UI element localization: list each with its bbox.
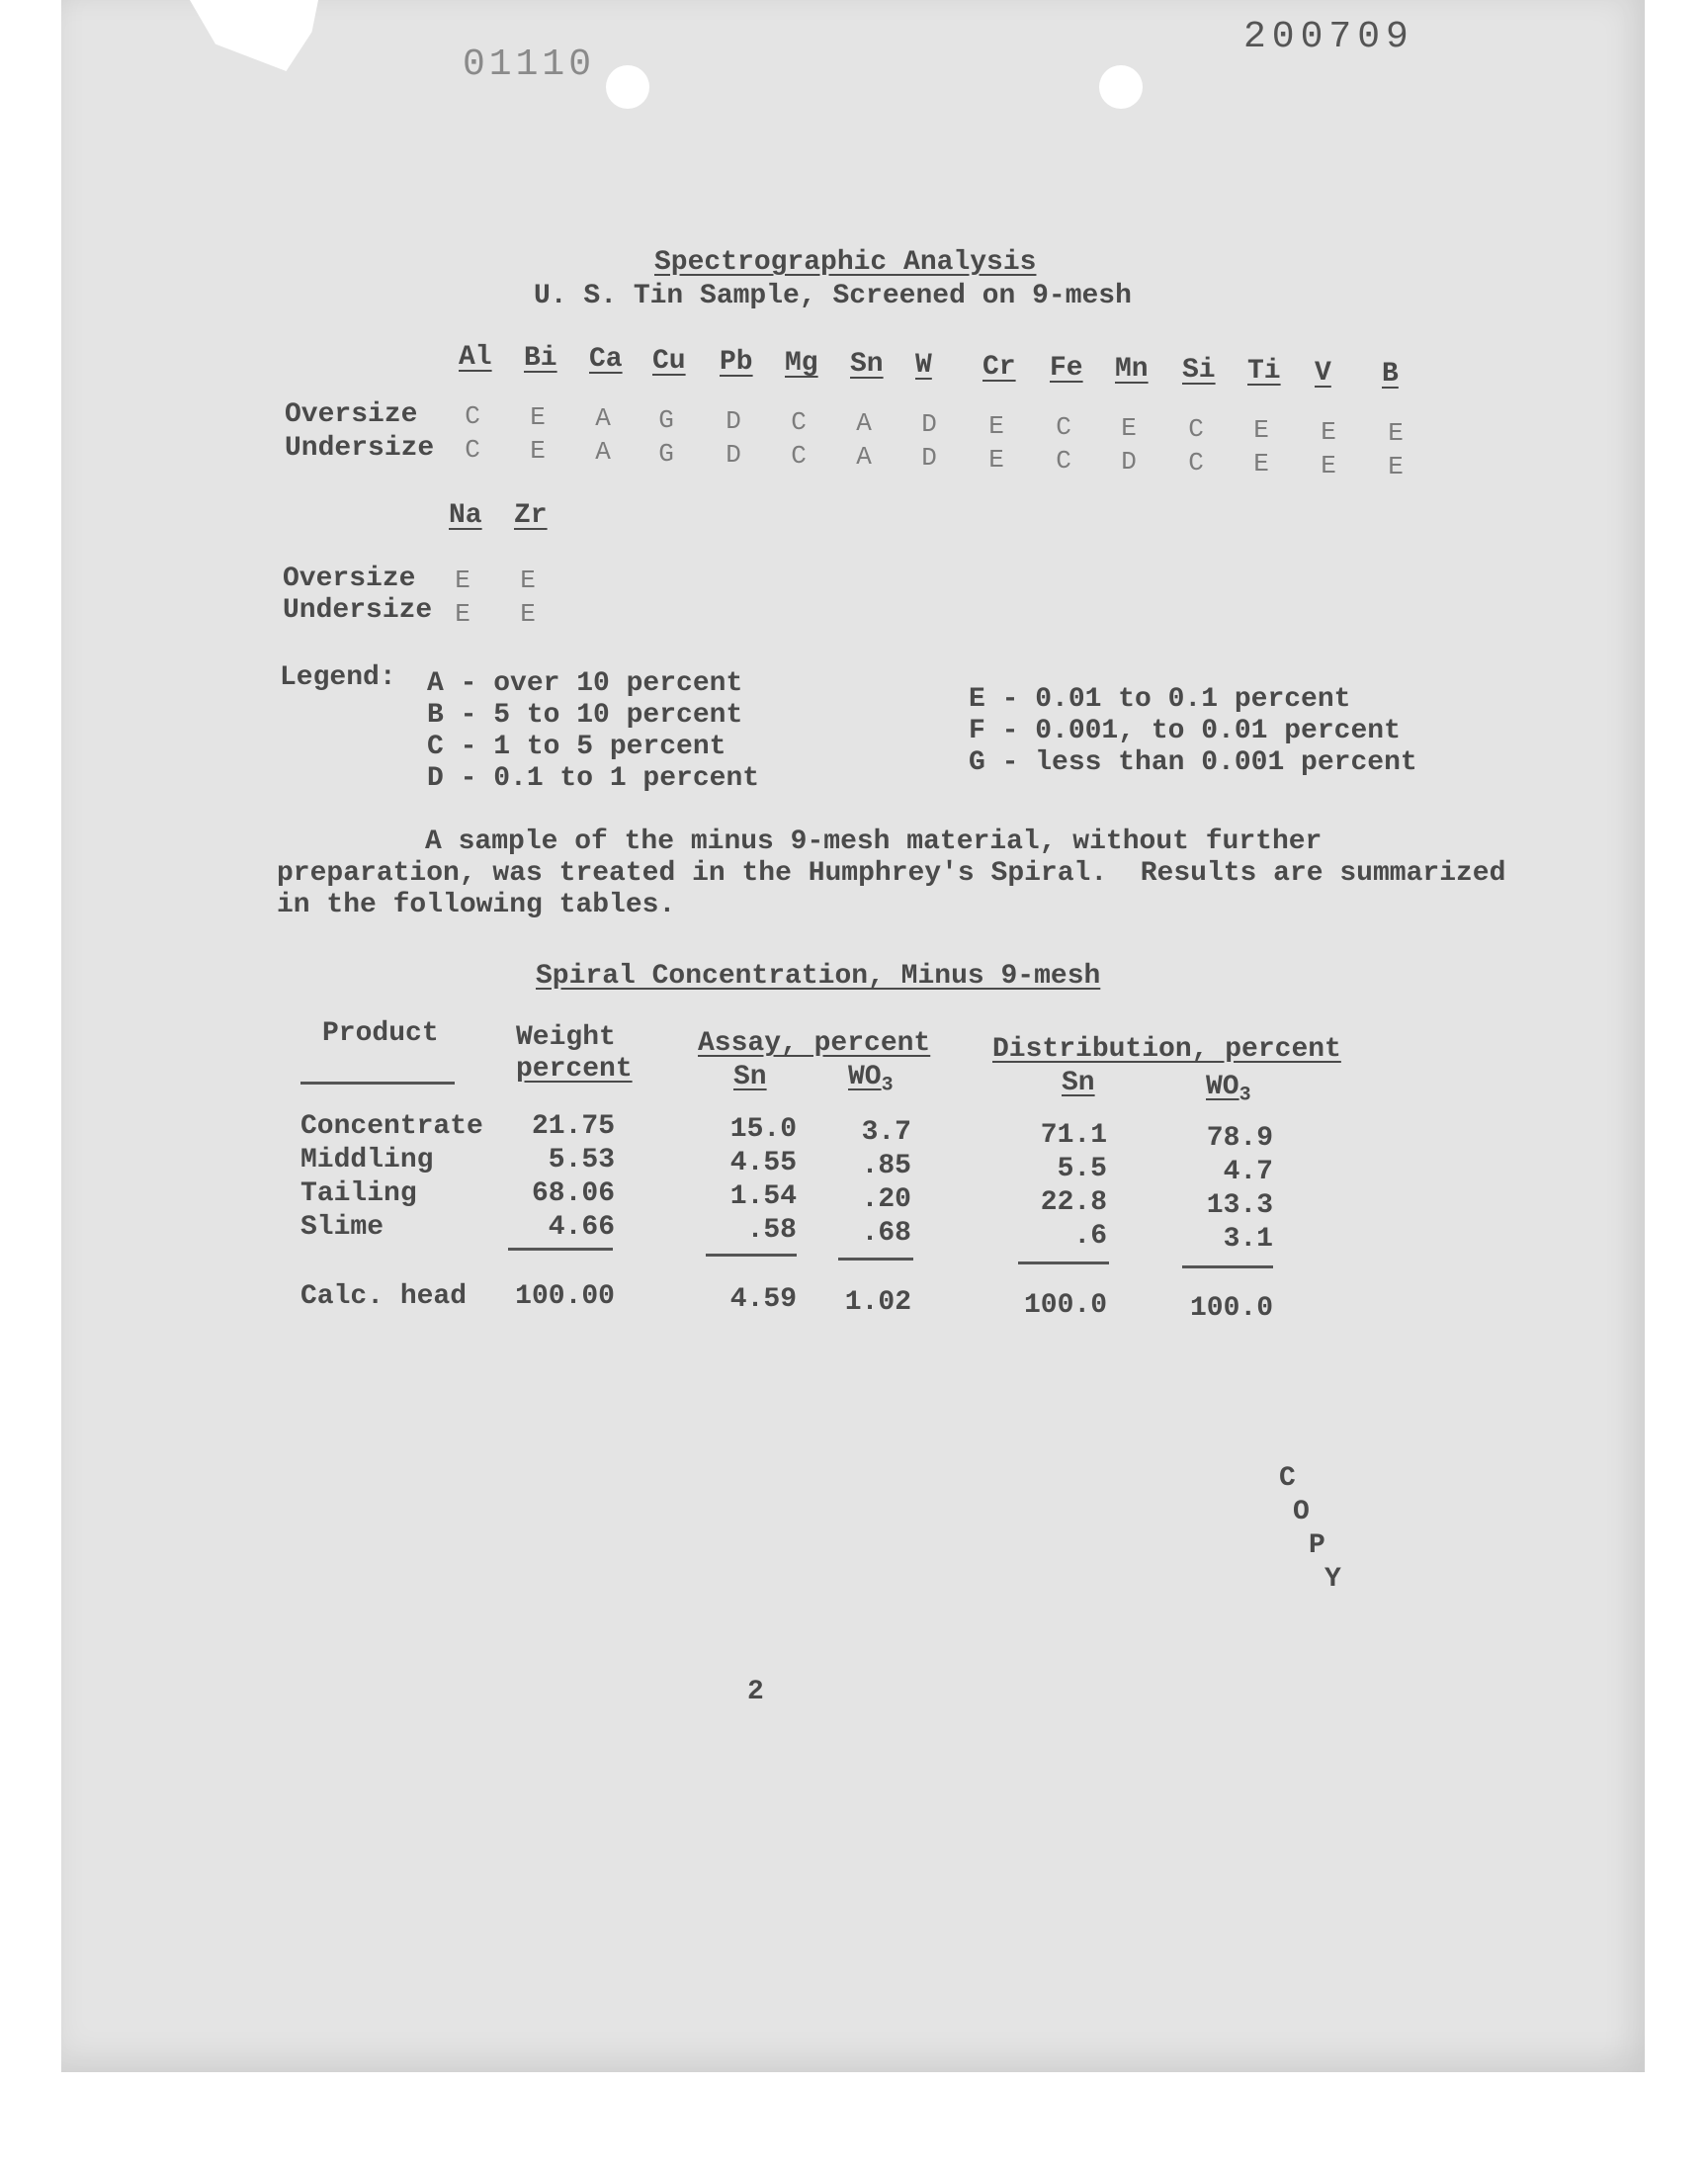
element-header: Ti — [1247, 356, 1281, 388]
grade-cell: D — [921, 409, 937, 440]
col-header-weight-percent: percent — [516, 1054, 633, 1085]
grade-cell: C — [465, 401, 480, 431]
element-header: Bi — [524, 343, 557, 375]
element-header: Ca — [589, 344, 623, 376]
dist-sn-total-rule — [1018, 1262, 1109, 1264]
col-header-assay-sn: Sn — [733, 1062, 767, 1092]
table-row-label: Calc. head — [300, 1281, 468, 1312]
element-header: V — [1315, 357, 1331, 389]
table-cell: 5.5 — [1057, 1154, 1107, 1184]
grade-cell: E — [1253, 415, 1269, 446]
product-underline — [300, 1082, 455, 1085]
table-cell: 3.7 — [861, 1117, 911, 1148]
element-header: Cr — [982, 351, 1016, 383]
table-cell: 4.59 — [729, 1284, 797, 1315]
legend-label: Legend: — [280, 662, 396, 693]
table-cell: 78.9 — [1206, 1123, 1273, 1154]
grade-cell: C — [1056, 411, 1071, 442]
element-header: B — [1382, 358, 1399, 390]
grade-cell: E — [455, 566, 470, 595]
legend-item: A - over 10 percent — [427, 668, 743, 699]
table-cell: 100.0 — [1023, 1290, 1107, 1321]
legend-item: F - 0.001, to 0.01 percent — [969, 716, 1401, 746]
grade-cell: A — [595, 403, 611, 434]
oversize-label-2: Oversize — [283, 564, 416, 594]
col-header-product: Product — [322, 1018, 439, 1049]
grade-cell: E — [520, 566, 536, 595]
assay-wo3-total-rule — [838, 1258, 913, 1261]
table-title: Spiral Concentration, Minus 9-mesh — [536, 961, 1101, 992]
table-cell: 4.55 — [729, 1148, 797, 1178]
col-header-weight: Weight — [516, 1022, 616, 1053]
undersize-label: Undersize — [285, 433, 435, 464]
grade-cell: E — [1253, 449, 1269, 479]
table-row-label: Middling — [300, 1145, 434, 1175]
page-number: 2 — [747, 1677, 764, 1707]
grade-cell: C — [791, 407, 807, 437]
weight-total-rule — [508, 1248, 613, 1251]
element-header: Na — [449, 500, 482, 531]
col-header-assay-wo3: $WO_3$ — [848, 1062, 894, 1097]
table-cell: 22.8 — [1040, 1187, 1107, 1218]
stamp-left: 01110 — [463, 44, 596, 86]
assay-sn-total-rule — [706, 1254, 797, 1257]
oversize-label: Oversize — [285, 399, 418, 430]
grade-cell: C — [465, 435, 480, 465]
table-cell: 100.0 — [1189, 1293, 1273, 1324]
table-cell: .58 — [746, 1215, 797, 1246]
table-cell: 13.3 — [1206, 1190, 1273, 1221]
table-cell: 21.75 — [531, 1111, 615, 1142]
table-cell: 4.66 — [548, 1212, 615, 1243]
element-header: Sn — [850, 349, 884, 381]
table-cell: 68.06 — [531, 1178, 615, 1209]
undersize-label-2: Undersize — [283, 595, 433, 626]
dist-wo3-total-rule — [1182, 1265, 1273, 1268]
grade-cell: E — [520, 599, 536, 629]
element-header: Si — [1182, 355, 1216, 387]
grade-cell: D — [1121, 447, 1137, 477]
element-header: Zr — [514, 500, 548, 531]
copy-letter: Y — [1324, 1564, 1341, 1595]
grade-cell: E — [1388, 451, 1404, 481]
element-header: Al — [459, 342, 492, 373]
table-cell: .68 — [861, 1218, 911, 1249]
grade-cell: A — [595, 437, 611, 468]
table-cell: 71.1 — [1040, 1120, 1107, 1151]
table-cell: .20 — [861, 1184, 911, 1215]
grade-cell: E — [1321, 416, 1336, 447]
grade-cell: A — [856, 442, 872, 473]
table-cell: 15.0 — [729, 1114, 797, 1145]
grade-cell: D — [726, 405, 741, 436]
punch-hole-right — [1099, 65, 1143, 109]
grade-cell: C — [1188, 414, 1204, 445]
grade-cell: E — [1121, 413, 1137, 443]
col-header-distribution: Distribution, percent — [992, 1034, 1341, 1065]
grade-cell: D — [921, 443, 937, 474]
punch-hole-left — [606, 65, 649, 109]
legend-item: G - less than 0.001 percent — [969, 747, 1417, 778]
grade-cell: G — [658, 438, 674, 469]
table-cell: 1.02 — [844, 1287, 911, 1318]
element-header: Mg — [785, 348, 818, 379]
table-row-label: Slime — [300, 1212, 384, 1243]
table-row-label: Tailing — [300, 1178, 417, 1209]
torn-corner — [190, 0, 318, 71]
table-cell: 100.00 — [515, 1281, 615, 1312]
copy-letter: C — [1279, 1463, 1296, 1494]
table-cell: 3.1 — [1223, 1224, 1273, 1255]
element-header: Pb — [720, 346, 753, 378]
grade-cell: C — [1188, 448, 1204, 478]
col-header-assay: Assay, percent — [698, 1028, 931, 1059]
copy-letter: O — [1293, 1497, 1310, 1527]
legend-item: D - 0.1 to 1 percent — [427, 763, 760, 794]
element-header: Mn — [1115, 354, 1149, 385]
stamp-right: 200709 — [1243, 16, 1414, 58]
grade-cell: E — [988, 410, 1004, 441]
grade-cell: A — [856, 408, 872, 439]
legend-item: B - 5 to 10 percent — [427, 700, 743, 731]
spectro-title: Spectrographic Analysis — [654, 247, 1037, 278]
paragraph-line-2: preparation, was treated in the Humphrey's Spiral. Results are summarized — [277, 858, 1506, 889]
spectro-subtitle: U. S. Tin Sample, Screened on 9-mesh — [534, 281, 1132, 311]
table-row-label: Concentrate — [300, 1111, 483, 1142]
grade-cell: E — [1321, 450, 1336, 480]
grade-cell: E — [530, 436, 546, 467]
element-header: Fe — [1050, 352, 1083, 384]
table-cell: 5.53 — [548, 1145, 615, 1175]
grade-cell: C — [791, 441, 807, 471]
grade-cell: C — [1056, 445, 1071, 476]
element-header: Cu — [652, 345, 686, 377]
col-header-dist-sn: Sn — [1062, 1068, 1095, 1098]
table-cell: .6 — [1073, 1221, 1107, 1252]
paragraph-line-1: A sample of the minus 9-mesh material, without further — [425, 826, 1323, 857]
col-header-dist-wo3: $WO_3$ — [1206, 1072, 1251, 1107]
grade-cell: G — [658, 404, 674, 435]
table-cell: .85 — [861, 1151, 911, 1181]
legend-item: C - 1 to 5 percent — [427, 732, 726, 762]
legend-item: E - 0.01 to 0.1 percent — [969, 684, 1351, 715]
grade-cell: E — [530, 402, 546, 433]
copy-letter: P — [1309, 1530, 1325, 1561]
grade-cell: E — [455, 599, 470, 629]
paragraph-line-3: in the following tables. — [277, 890, 676, 920]
table-cell: 1.54 — [729, 1181, 797, 1212]
grade-cell: E — [1388, 417, 1404, 448]
grade-cell: D — [726, 439, 741, 470]
element-header: W — [915, 350, 932, 382]
grade-cell: E — [988, 444, 1004, 475]
table-cell: 4.7 — [1223, 1157, 1273, 1187]
